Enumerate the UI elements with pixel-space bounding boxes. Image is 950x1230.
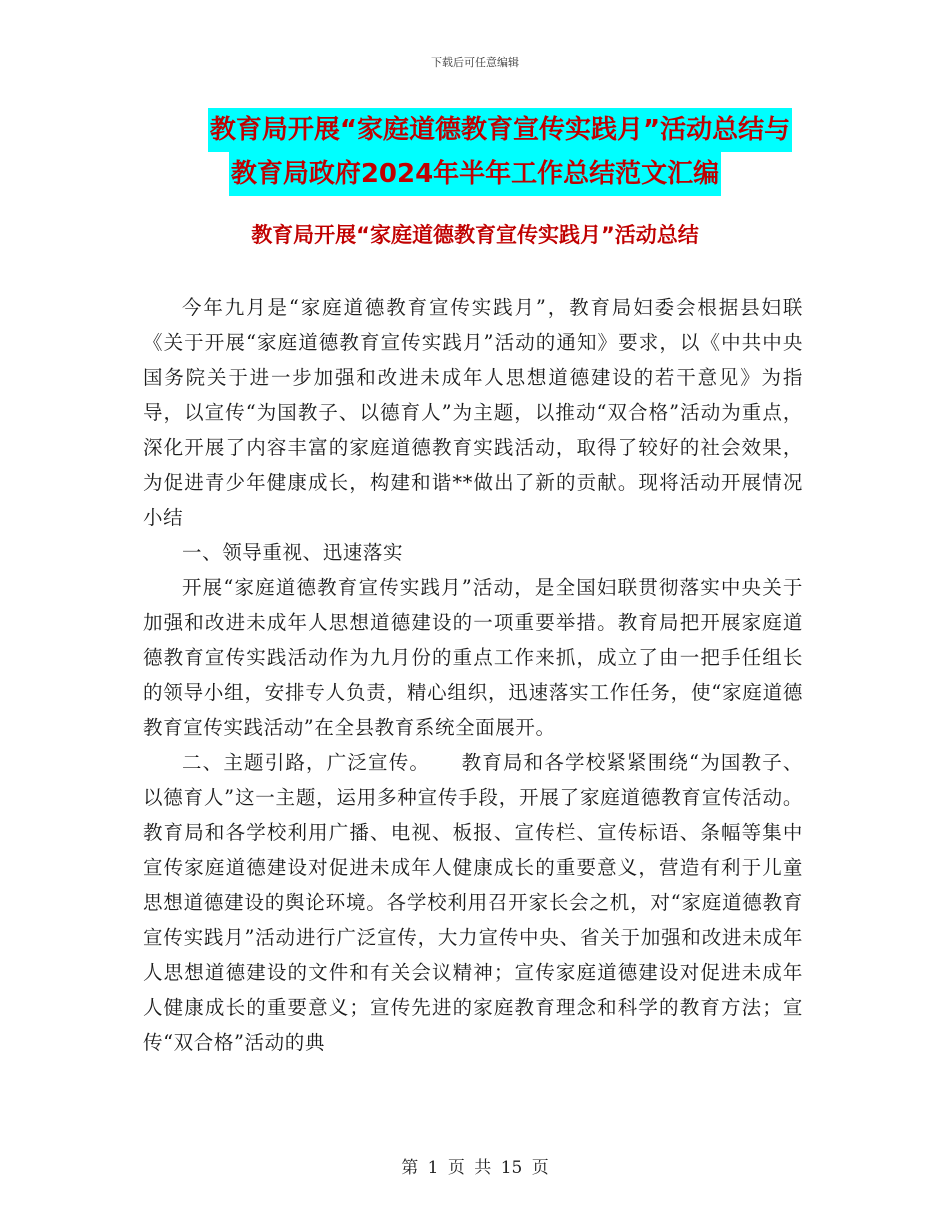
paragraph-leadership: 开展“家庭道德教育宣传实践月”活动，是全国妇联贯彻落实中央关于加强和改进未成年人思想道德建设的一项重要举措。教育局把开展家庭道德教育宣传实践活动作为九月份的重点工作来抓，成立了由一把手任组长的领导小组，安排专人负责，精心组织，迅速落实工作任务，使“家庭道德教育宣传实践活动”在全县教育系统全面展开。 [143, 576, 803, 739]
section-title: 教育局开展“家庭道德教育宣传实践月”活动总结 [251, 223, 699, 247]
document-body [143, 290, 803, 1060]
document-title-line-2: 教育局政府2024年半年工作总结范文汇编 [229, 152, 721, 196]
page-number: 第 1 页 共 15 页 [401, 1158, 549, 1178]
document-title [0, 108, 950, 196]
header-note: 下载后可任意编辑 [431, 56, 519, 69]
paragraph-heading-1: 一、领导重视、迅速落实 [182, 541, 404, 564]
paragraph-publicity: 二、主题引路，广泛宣传。 教育局和各学校紧紧围绕“为国教子、以德育人”这一主题，运用多种宣传手段，开展了家庭道德教育宣传活动。教育局和各学校利用广播、电视、板报、宣传栏、宣传标语、条幅等集中宣传家庭道德建设对促进未成年人健康成长的重要意义，营造有利于儿童思想道德建设的舆论环境。各学校利用召开家长会之机，对“家庭道德教育宣传实践月”活动进行广泛宣传，大力宣传中央、省关于加强和改进未成年人思想道德建设的文件和有关会议精神；宣传家庭道德建设对促进未成年人健康成长的重要意义；宣传先进的家庭教育理念和科学的教育方法；宣传“双合格”活动的典 [143, 751, 803, 1054]
document-title-line-1: 教育局开展“家庭道德教育宣传实践月”活动总结与 [208, 108, 792, 152]
paragraph-intro: 今年九月是“家庭道德教育宣传实践月”，教育局妇委会根据县妇联《关于开展“家庭道德教育宣传实践月”活动的通知》要求，以《中共中央国务院关于进一步加强和改进未成年人思想道德建设的若干意见》为指导，以宣传“为国教子、以德育人”为主题，以推动“双合格”活动为重点，深化开展了内容丰富的家庭道德教育实践活动，取得了较好的社会效果，为促进青少年健康成长，构建和谐**做出了新的贡献。现将活动开展情况小结 [143, 296, 803, 529]
